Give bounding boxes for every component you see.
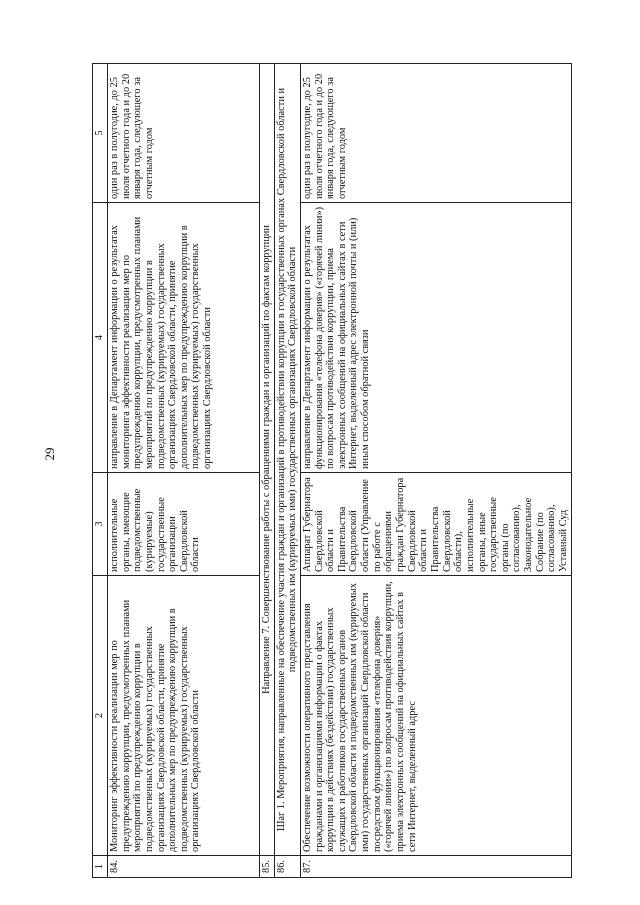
- header-cell: 4: [93, 203, 108, 473]
- row-number: 87.: [300, 856, 571, 878]
- event-cell: Обеспечение возможности оперативного представления гражданами и организациями информации о фактах коррупции в действиях (бездействии) государственных служащих и работников государственных органов Свердловской области и подведомственных им (курируемых ими) государственных организаций Свердловской области посредством функционирования «телефона доверия» («горячей линии») по вопросам противодействия коррупции, приема электронных сообщений на официальных сайтах в сети Интернет, выделенный адрес: [300, 576, 571, 856]
- row-number: 86.: [274, 856, 300, 878]
- page-number: 29: [42, 447, 57, 461]
- header-cell: 1: [93, 856, 108, 878]
- executor-cell: исполнительные органы, имеющие подведомственные (курируемые) государственные организации Свердловской области: [108, 473, 260, 576]
- row-number: 84.: [108, 856, 260, 878]
- rotated-page-content: [92, 64, 570, 878]
- table-row: [274, 64, 300, 878]
- section-heading: Направление 7. Совершенствование работы с обращениями граждан и организаций по фактам коррупции: [260, 64, 275, 856]
- deadline-cell: один раз в полугодие, до 25 июля отчетного года и до 20 января года, следующего за отчетным годом: [300, 64, 571, 203]
- executor-cell: Аппарат Губернатора Свердловской области и Правительства Свердловской области (Управление по работе с обращениями граждан Губернатора Свердловской области и Правительства Свердловской области), исполнительные органы, иные государственные органы (по согласованию), Законодательное Собрание (по согласованию), Уставный Суд: [300, 473, 571, 576]
- header-cell: 3: [93, 473, 108, 576]
- event-cell: Мониторинг эффективности реализации мер по предупреждению коррупции, предусмотренных планами мероприятий по предупреждению коррупции в подведомственных (курируемых) государственных организациях Свердловской области, принятие дополнительных мер по предупреждению коррупции в подведомственных (курируемых) государственных организациях Свердловской области: [108, 576, 260, 856]
- step-heading: Шаг 1. Мероприятия, направленные на обеспечение участия граждан и организаций в противодействии коррупции в государственных органах Свердловской области и подведомственных им (курируемых ими) государственных организациях Свердловской области: [274, 64, 300, 856]
- anticorruption-plan-table: [92, 63, 572, 878]
- row-number: 85.: [260, 856, 275, 878]
- table-row: [108, 64, 260, 878]
- table-row: [300, 64, 571, 878]
- table-row: [260, 64, 275, 878]
- header-cell: 2: [93, 576, 108, 856]
- deadline-cell: один раз в полугодие, до 25 июля отчетного года и до 20 января года, следующего за отчетным годом: [108, 64, 260, 203]
- result-cell: направление в Департамент информации о результатах мониторинга эффективности реализации мер по предупреждению коррупции, предусмотренных планами мероприятий по предупреждению коррупции в подведомственных (курируемых) государственных организациях Свердловской области, принятие дополнительных мер по предупреждению коррупции в подведомственных (курируемых) государственных организациях Свердловской области: [108, 203, 260, 473]
- result-cell: направление в Департамент информации о результатах функционирования «телефона доверия» («горячей линии») по вопросам противодействия коррупции, приема электронных сообщений на официальных сайтах в сети Интернет, выделенный адрес электронной почты и (или) иным способом обратной связи: [300, 203, 571, 473]
- table-header-row: [93, 64, 108, 878]
- header-cell: 5: [93, 64, 108, 203]
